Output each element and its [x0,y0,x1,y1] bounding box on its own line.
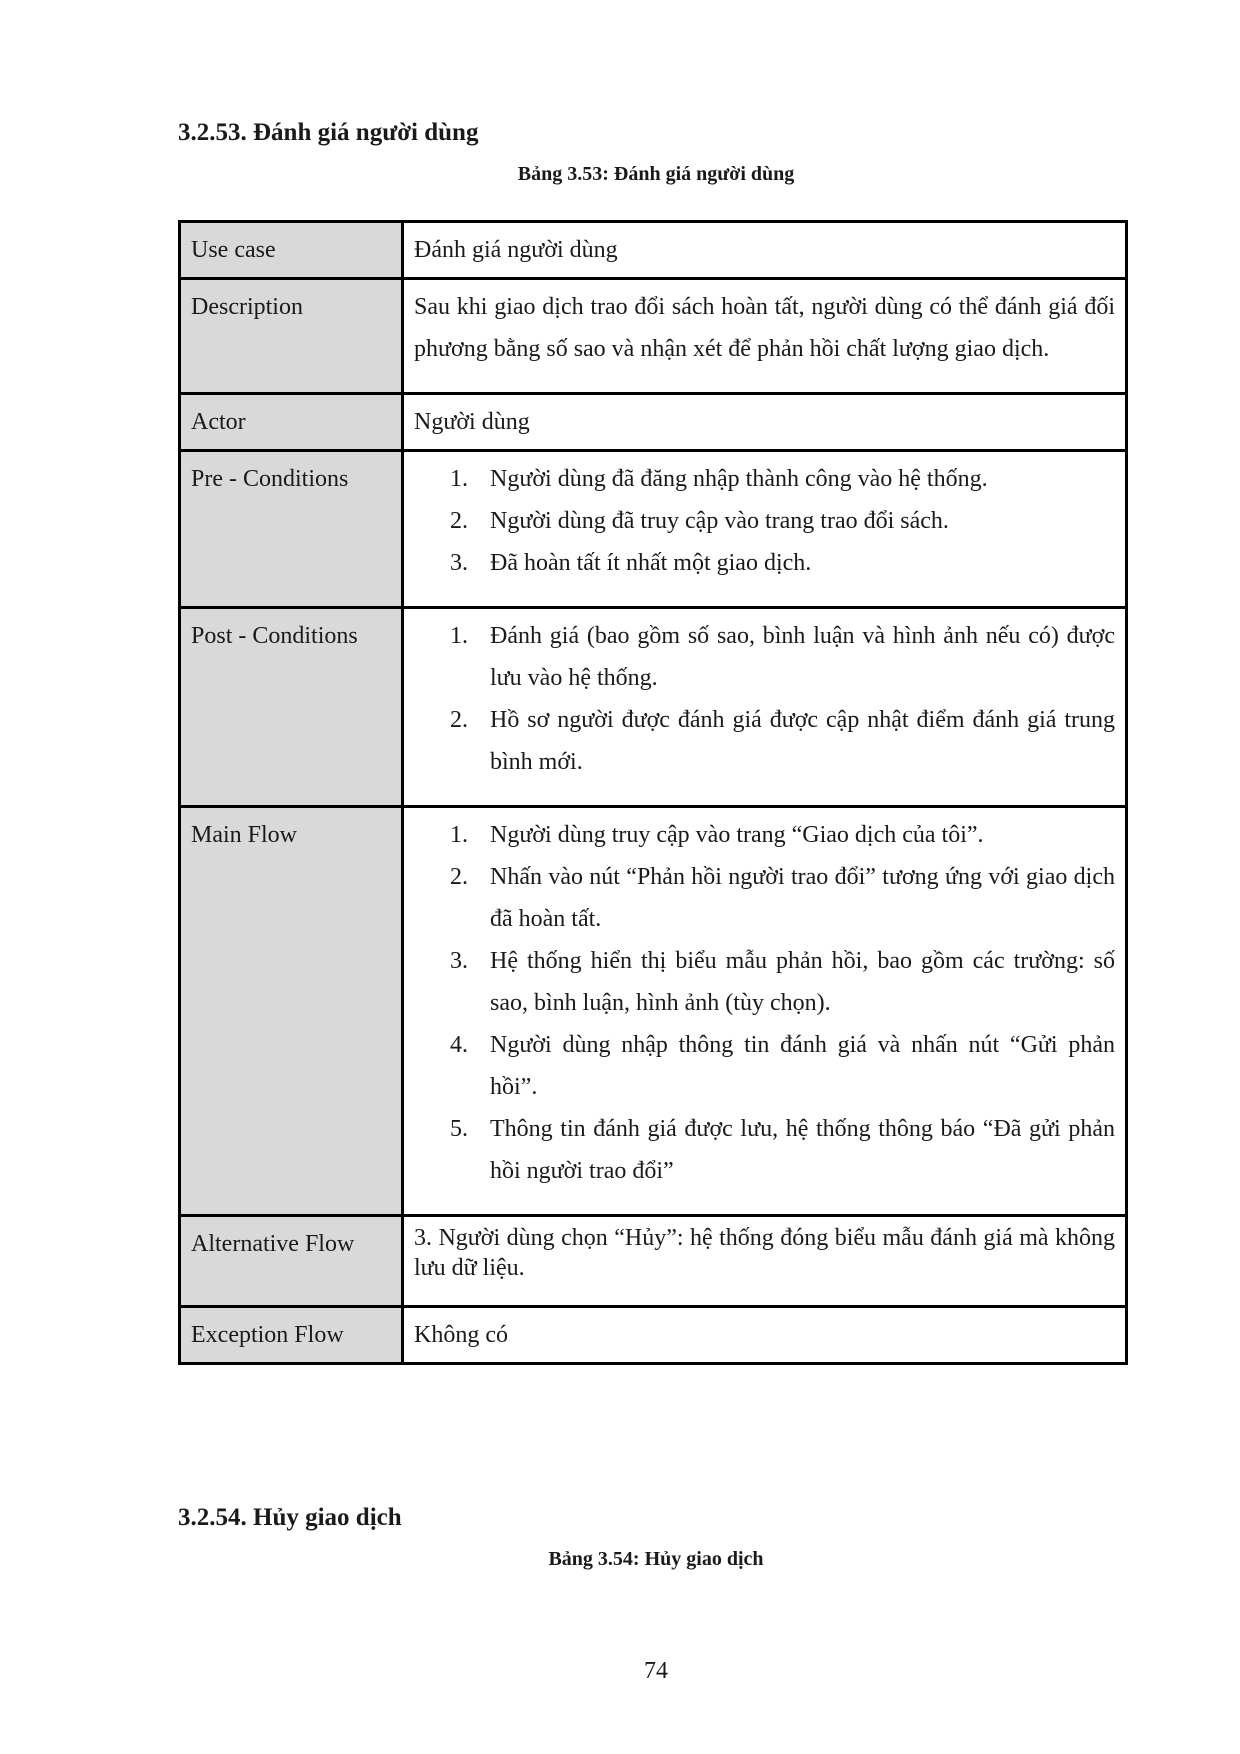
list-item [450,1024,1115,1108]
table-row [180,279,1127,394]
main-flow-list [414,814,1115,1192]
list-item [450,699,1115,783]
row-value [403,807,1127,1216]
section-heading: 3.2.53. Đánh giá người dùng [178,119,479,146]
list-item-text: Người dùng đã truy cập vào trang trao đổi sách. [490,508,949,534]
row-value: 3. Người dùng chọn “Hủy”: hệ thống đóng biểu mẫu đánh giá mà không lưu dữ liệu. [403,1216,1127,1307]
table-row [180,1216,1127,1307]
list-number: 1. [450,822,468,848]
list-number: 1. [450,466,468,492]
list-item-text: Người dùng nhập thông tin đánh giá và nhấn nút “Gửi phản hồi”. [490,1032,1115,1100]
table-row [180,608,1127,807]
row-value: Đánh giá người dùng [403,222,1127,279]
list-number: 5. [450,1116,468,1142]
list-item [450,542,1115,584]
list-number: 2. [450,864,468,890]
page-number: 74 [644,1658,668,1684]
row-label: Pre - Conditions [180,451,403,608]
list-item [450,940,1115,1024]
row-label: Alternative Flow [180,1216,403,1307]
row-value: Không có [403,1307,1127,1364]
list-item [450,458,1115,500]
use-case-table [178,220,1128,1365]
list-item-text: Thông tin đánh giá được lưu, hệ thống thông báo “Đã gửi phản hồi người trao đổi” [490,1116,1115,1184]
list-item [450,1108,1115,1192]
row-value: Sau khi giao dịch trao đổi sách hoàn tất, người dùng có thể đánh giá đối phương bằng số sao và nhận xét để phản hồi chất lượng giao dịch. [403,279,1127,394]
list-item-text: Người dùng truy cập vào trang “Giao dịch của tôi”. [490,822,984,848]
table-row [180,451,1127,608]
post-conditions-list [414,615,1115,783]
table-caption: Bảng 3.53: Đánh giá người dùng [517,163,795,185]
list-number: 4. [450,1032,468,1058]
row-label: Post - Conditions [180,608,403,807]
pre-conditions-list [414,458,1115,584]
row-label: Main Flow [180,807,403,1216]
row-value [403,608,1127,807]
list-item-text: Đã hoàn tất ít nhất một giao dịch. [490,550,812,576]
row-label: Exception Flow [180,1307,403,1364]
table-row [180,807,1127,1216]
row-label: Use case [180,222,403,279]
list-number: 1. [450,623,468,649]
section-heading: 3.2.54. Hủy giao dịch [178,1504,402,1531]
list-number: 3. [450,550,468,576]
list-item [450,500,1115,542]
table-row [180,1307,1127,1364]
table-row [180,222,1127,279]
row-label: Description [180,279,403,394]
list-item [450,856,1115,940]
row-label: Actor [180,394,403,451]
list-number: 2. [450,508,468,534]
list-item-text: Hệ thống hiển thị biểu mẫu phản hồi, bao gồm các trường: số sao, bình luận, hình ảnh (tùy chọn). [490,948,1115,1016]
row-value [403,451,1127,608]
table-row [180,394,1127,451]
list-item [450,814,1115,856]
list-item-text: Người dùng đã đăng nhập thành công vào hệ thống. [490,466,988,492]
list-item-text: Đánh giá (bao gồm số sao, bình luận và hình ảnh nếu có) được lưu vào hệ thống. [490,623,1115,691]
row-value: Người dùng [403,394,1127,451]
list-item-text: Nhấn vào nút “Phản hồi người trao đổi” tương ứng với giao dịch đã hoàn tất. [490,864,1115,932]
list-number: 3. [450,948,468,974]
table-caption: Bảng 3.54: Hủy giao dịch [548,1548,764,1570]
list-item [450,615,1115,699]
list-number: 2. [450,707,468,733]
list-item-text: Hồ sơ người được đánh giá được cập nhật điểm đánh giá trung bình mới. [490,707,1115,775]
